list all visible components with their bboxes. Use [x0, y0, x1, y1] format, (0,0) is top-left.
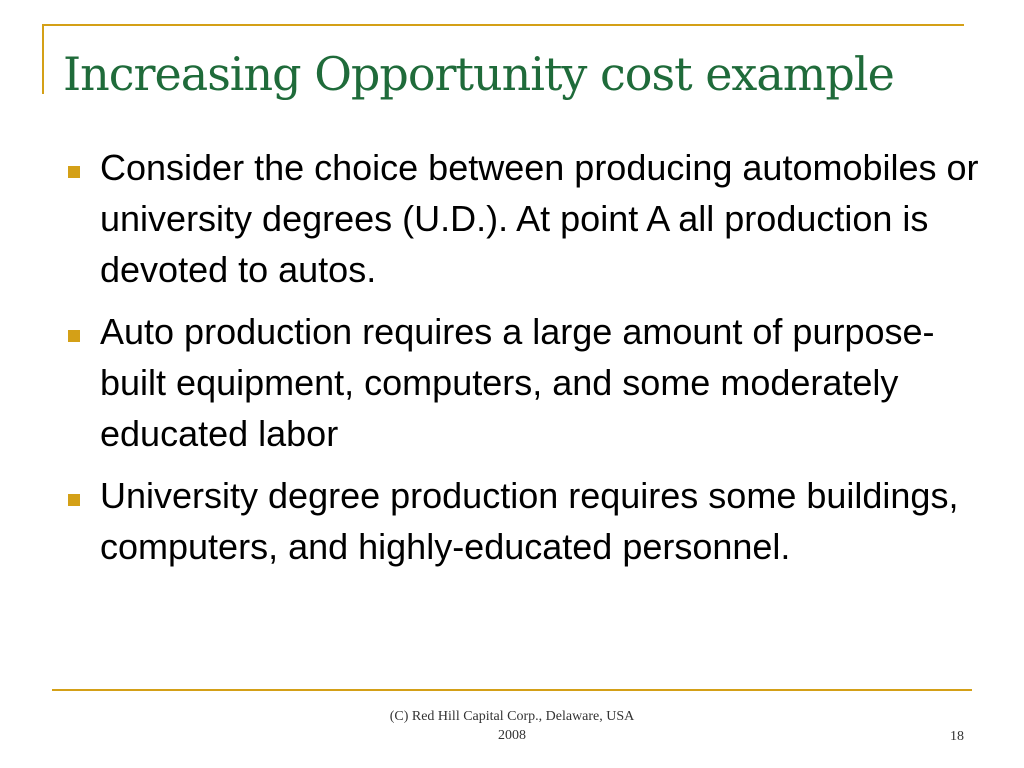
- bullet-list: [62, 142, 982, 583]
- square-bullet-icon: [68, 330, 80, 342]
- slide-title: Increasing Opportunity cost example: [63, 47, 894, 101]
- footer-copyright: [332, 707, 692, 745]
- bullet-item: [62, 306, 982, 459]
- square-bullet-icon: [68, 494, 80, 506]
- page-number: 18: [950, 729, 964, 744]
- bullet-item: [62, 142, 982, 295]
- bullet-text: Consider the choice between producing automobiles or university degrees (U.D.). At point A all production is devoted to autos.: [100, 147, 979, 290]
- frame-top-line: [42, 24, 964, 26]
- footer-divider: [52, 689, 972, 691]
- bullet-item: [62, 470, 982, 572]
- bullet-text: Auto production requires a large amount of purpose-built equipment, computers, and some moderately educated labor: [100, 311, 935, 454]
- footer-line-2: 2008: [498, 728, 526, 743]
- frame-left-line: [42, 24, 44, 94]
- footer-line-1: (C) Red Hill Capital Corp., Delaware, USA: [389, 709, 635, 724]
- square-bullet-icon: [68, 166, 80, 178]
- bullet-text: University degree production requires some buildings, computers, and highly-educated personnel.: [100, 475, 959, 567]
